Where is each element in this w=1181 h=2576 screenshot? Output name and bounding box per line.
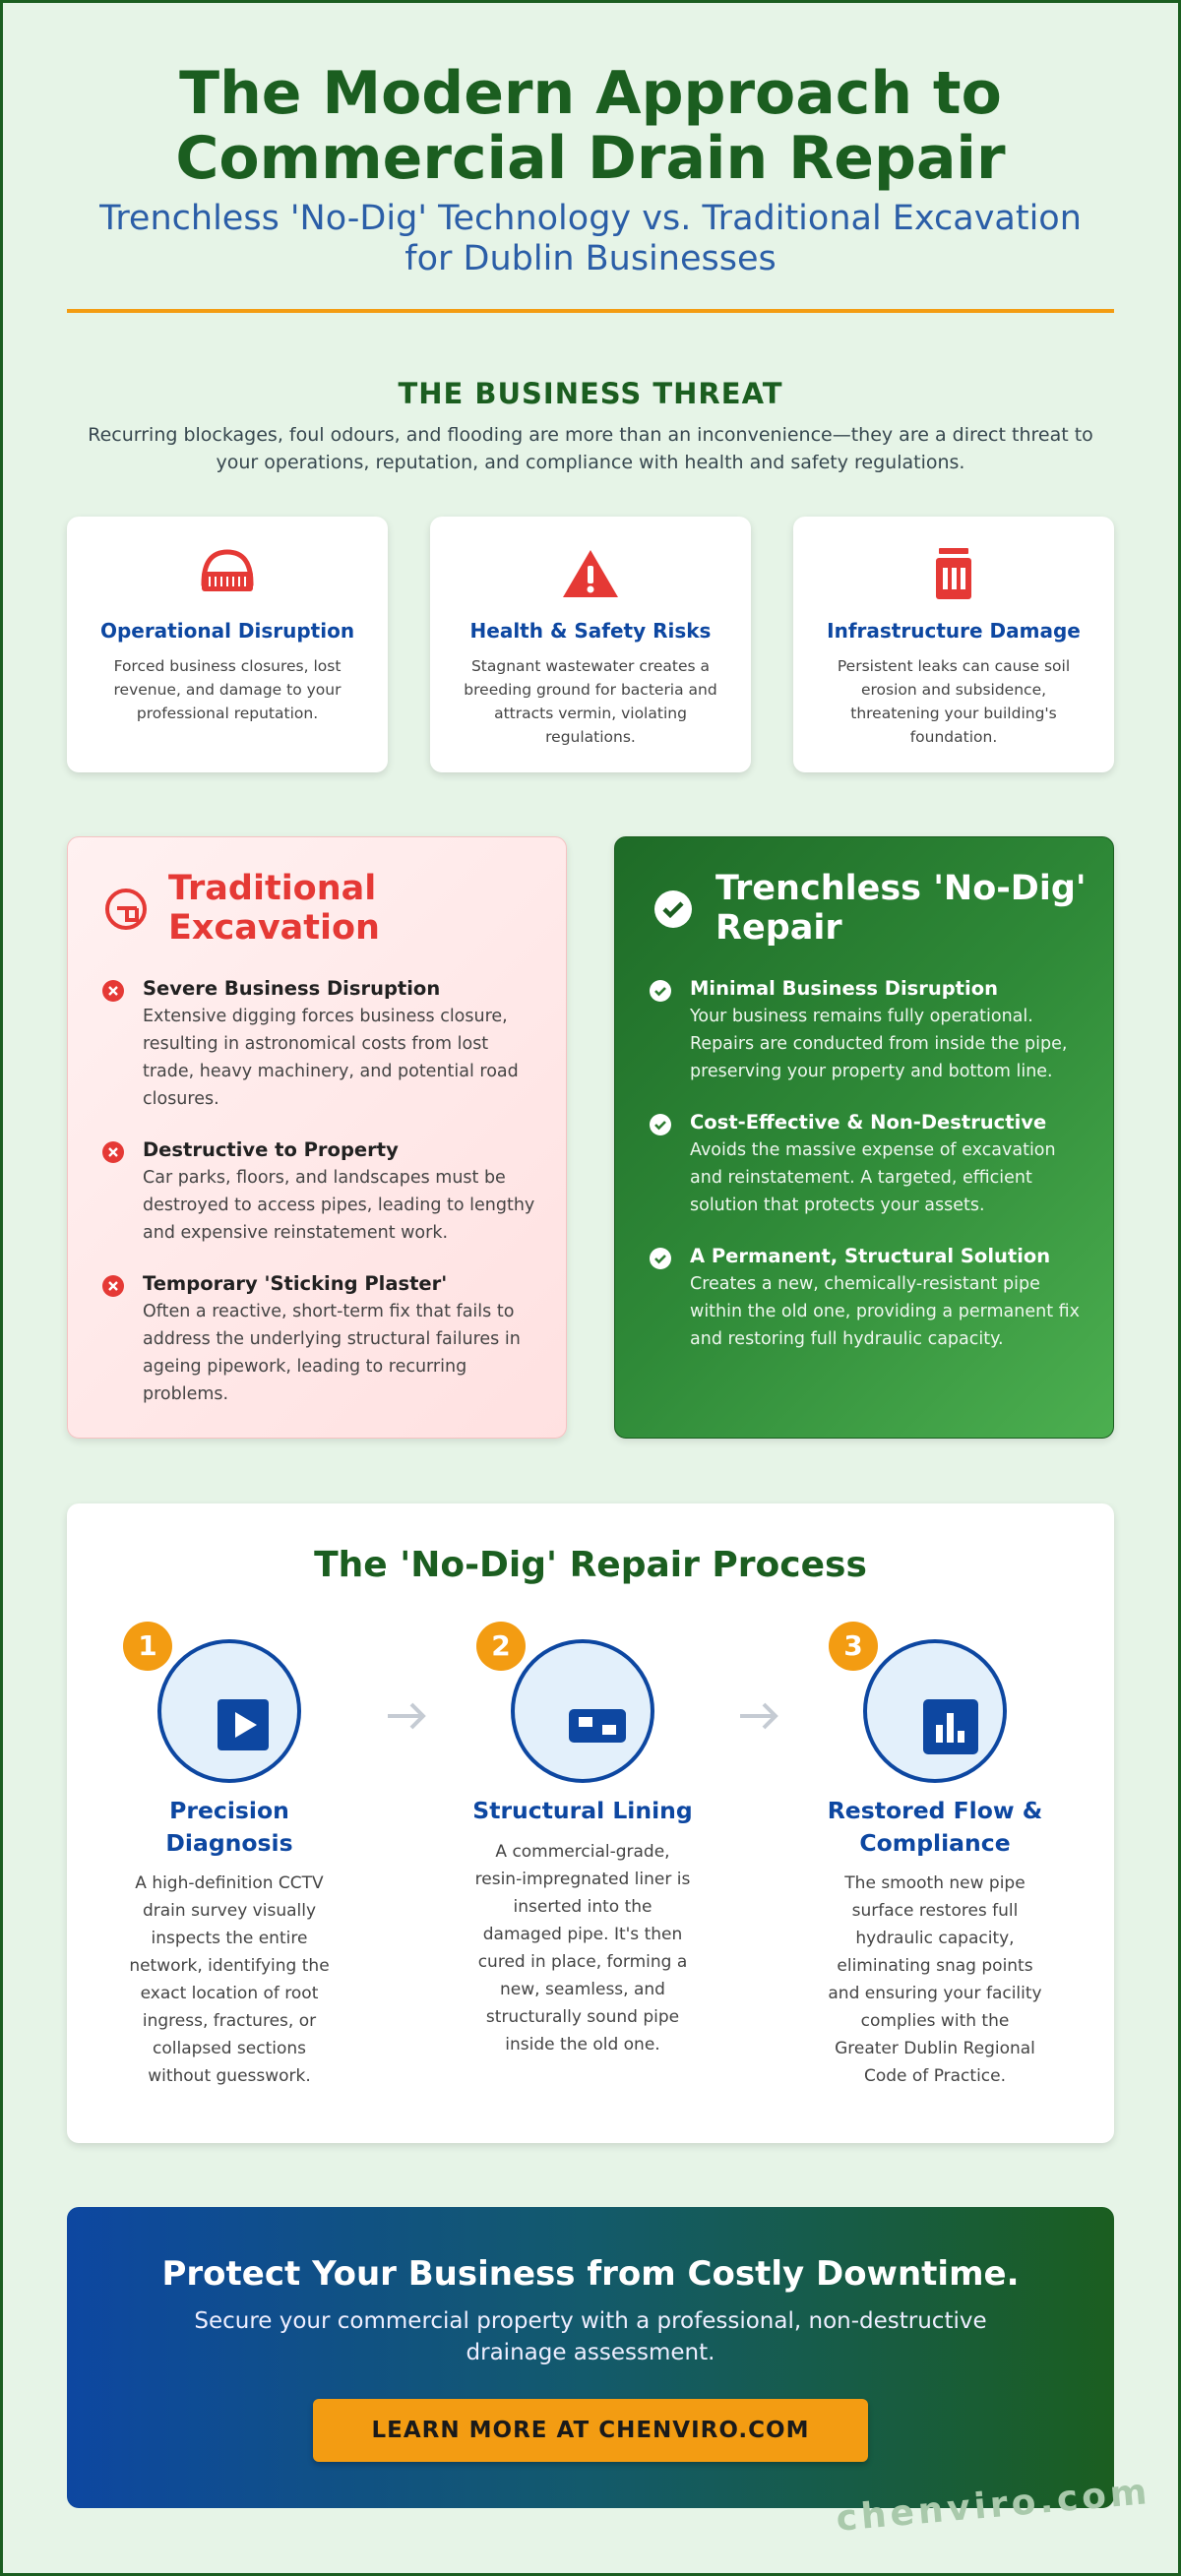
process-title: The 'No-Dig' Repair Process xyxy=(314,1545,867,1585)
trenchless-point-text: Creates a new, chemically-resistant pipe within the old one, providing a permanent fix and restoring full hydraulic capacity. xyxy=(690,1274,1081,1349)
traditional-point-text: Often a reactive, short-term fix that fails to address the underlying structural failures in ageing pipework, leading to recurring problems. xyxy=(143,1302,521,1404)
process-step xyxy=(787,1622,1083,2114)
step-text: A commercial-grade, resin-impregnated liner is inserted into the damaged pipe. It's then cured in place, forming a new, seamless, and structurally sound pipe inside the old one. xyxy=(474,1842,691,2055)
step-icon-circle xyxy=(157,1639,301,1783)
step-number-badge: 2 xyxy=(476,1622,526,1671)
trenchless-point-title: Cost-Effective & Non-Destructive xyxy=(690,1111,1047,1134)
trenchless-title: Trenchless 'No-Dig' Repair xyxy=(715,869,1087,948)
video-play-icon xyxy=(216,1697,275,1756)
process-step xyxy=(82,1622,377,2114)
traditional-excavation-panel xyxy=(67,836,567,1439)
threat-card-text: Persistent leaks can cause soil erosion and subsidence, threatening your building's foundation. xyxy=(837,657,1071,746)
repair-process-panel xyxy=(67,1503,1114,2143)
traditional-point-text: Extensive digging forces business closure, resulting in astronomical costs from lost trade, heavy machinery, and potential road closures. xyxy=(143,1007,519,1109)
threat-card-title: Operational Disruption xyxy=(99,619,355,643)
call-to-action-banner xyxy=(67,2207,1114,2508)
threat-card-text: Stagnant wastewater creates a breeding ground for bacteria and attracts vermin, violating regulations. xyxy=(464,657,717,746)
page-subtitle xyxy=(67,199,1114,279)
trenchless-point-text: Your business remains fully operational. Repairs are conducted from inside the pipe, preserving your property and bottom line. xyxy=(690,1007,1068,1081)
cta-text: Secure your commercial property with a professional, non-destructive drainage assessment. xyxy=(194,2308,987,2365)
traditional-point xyxy=(101,1270,544,1408)
check-circle-icon xyxy=(649,1113,672,1136)
check-circle-icon xyxy=(649,979,672,1003)
threat-card-operational xyxy=(67,517,388,772)
process-step xyxy=(435,1622,730,2114)
trenchless-point-title: A Permanent, Structural Solution xyxy=(690,1245,1051,1267)
traditional-point-title: Temporary 'Sticking Plaster' xyxy=(143,1272,448,1295)
traditional-point-title: Severe Business Disruption xyxy=(143,977,441,1000)
watermark-logo: chenviro.com xyxy=(835,2472,1152,2540)
step-title: Restored Flow & Compliance xyxy=(827,1797,1043,1857)
trenchless-point xyxy=(649,1109,1091,1219)
bar-chart-icon xyxy=(921,1697,980,1756)
warning-icon xyxy=(561,544,620,603)
step-text: A high-definition CCTV drain survey visually inspects the entire network, identifying the exact location of root ingress, fractures, or collapsed sections without guesswork. xyxy=(129,1873,330,2086)
arrow-right-icon xyxy=(382,1696,431,1736)
threat-card-text: Forced business closures, lost revenue, and damage to your professional reputation. xyxy=(113,657,342,722)
trenchless-point xyxy=(649,1243,1091,1353)
threat-heading: THE BUSINESS THREAT xyxy=(398,377,783,410)
title-line-1: The Modern Approach to xyxy=(179,59,1002,128)
excavation-icon xyxy=(103,887,149,932)
learn-more-button[interactable]: LEARN MORE AT CHENVIRO.COM xyxy=(313,2399,868,2462)
building-damage-icon xyxy=(924,544,983,603)
trenchless-point-title: Minimal Business Disruption xyxy=(690,977,998,1000)
x-circle-icon xyxy=(101,979,125,1003)
step-icon-circle xyxy=(863,1639,1007,1783)
x-circle-icon xyxy=(101,1274,125,1298)
cta-heading: Protect Your Business from Costly Downtime. xyxy=(161,2254,1020,2294)
traditional-point-text: Car parks, floors, and landscapes must be destroyed to access pipes, leading to lengthy and expensive reinstatement work. xyxy=(143,1168,535,1243)
step-text: The smooth new pipe surface restores full hydraulic capacity, eliminating snag points and ensuring your facility complies with the Greater Dublin Regional Code of Practice. xyxy=(828,1873,1042,2086)
check-circle-icon xyxy=(649,1247,672,1270)
threat-card-health xyxy=(430,517,751,772)
check-circle-icon xyxy=(651,887,696,932)
threat-card-title: Health & Safety Risks xyxy=(469,619,712,643)
step-number-badge: 1 xyxy=(123,1622,172,1671)
trenchless-point xyxy=(649,975,1091,1085)
trenchless-point-text: Avoids the massive expense of excavation and reinstatement. A targeted, efficient solution that protects your assets. xyxy=(690,1140,1056,1215)
step-title: Precision Diagnosis xyxy=(165,1797,293,1857)
subtitle-line-1: Trenchless 'No-Dig' Technology vs. Traditional Excavation xyxy=(99,199,1082,238)
traditional-title: Traditional Excavation xyxy=(168,869,380,948)
header-divider xyxy=(67,309,1114,313)
pipe-liner-icon xyxy=(569,1697,628,1756)
traditional-point xyxy=(101,1136,544,1247)
title-line-2: Commercial Drain Repair xyxy=(175,124,1006,193)
step-icon-circle xyxy=(511,1639,654,1783)
threat-card-title: Infrastructure Damage xyxy=(827,619,1081,643)
step-number-badge: 3 xyxy=(829,1622,878,1671)
step-title: Structural Lining xyxy=(472,1797,693,1824)
threat-card-infrastructure xyxy=(793,517,1114,772)
traditional-point xyxy=(101,975,544,1113)
subtitle-line-2: for Dublin Businesses xyxy=(404,239,777,278)
x-circle-icon xyxy=(101,1140,125,1164)
threat-intro: Recurring blockages, foul odours, and flooding are more than an inconvenience—they are a direct threat to your operations, reputation, and compliance with health and safety regulations. xyxy=(88,424,1093,473)
page-title xyxy=(67,61,1114,191)
shop-closed-icon xyxy=(198,544,257,603)
trenchless-repair-panel xyxy=(614,836,1114,1439)
arrow-right-icon xyxy=(734,1696,783,1736)
traditional-point-title: Destructive to Property xyxy=(143,1138,399,1161)
